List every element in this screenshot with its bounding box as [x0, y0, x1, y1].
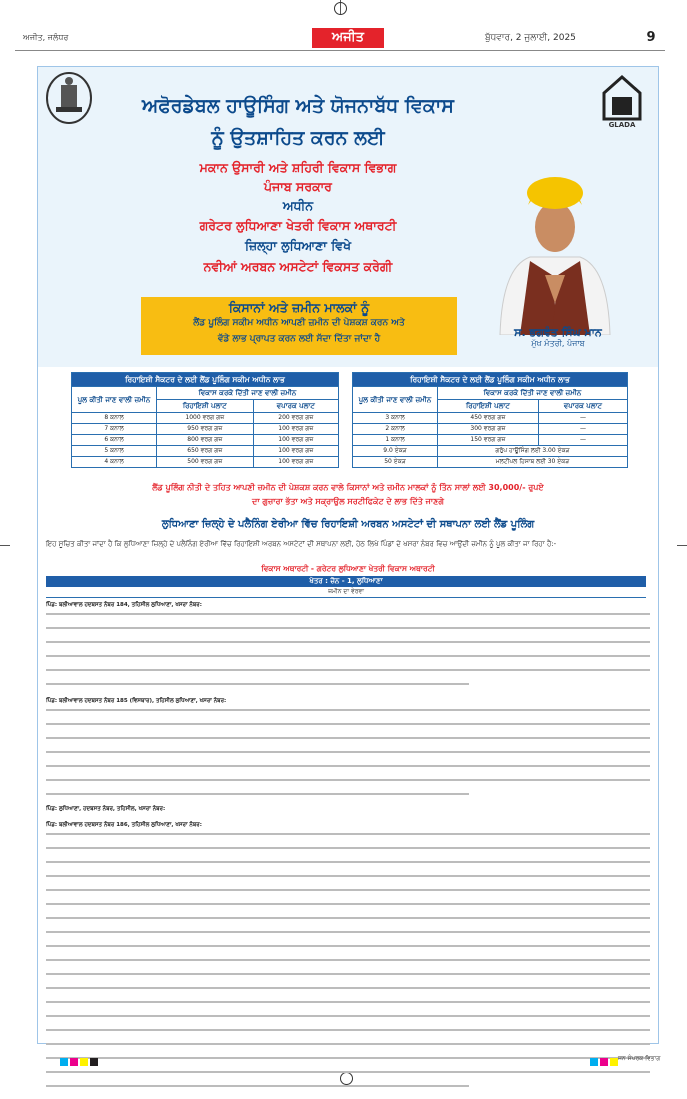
- table-cell: 2 ਕਨਾਲ: [353, 424, 438, 435]
- table-header: ਰਿਹਾਇਸ਼ੀ ਪਲਾਟ: [438, 400, 539, 413]
- table-cell: 150 ਵਰਗ ਗਜ਼: [438, 435, 539, 446]
- table-cell: 650 ਵਰਗ ਗਜ਼: [157, 446, 254, 457]
- under-label: ਅਧੀਨ: [282, 198, 314, 213]
- text-line: [46, 931, 650, 933]
- invitation-line3: ਵੱਡੇ ਲਾਭ ਪ੍ਰਾਪਤ ਕਰਨ ਲਈ ਸੱਦਾ ਦਿੱਤਾ ਜਾਂਦਾ ਹੈ: [217, 334, 381, 344]
- text-line: [46, 613, 650, 615]
- table-cell: 1000 ਵਰਗ ਗਜ਼: [157, 413, 254, 424]
- table-cell: 800 ਵਰਗ ਗਜ਼: [157, 435, 254, 446]
- invitation-line2: ਲੈਂਡ ਪੂਲਿੰਗ ਸਕੀਮ ਅਧੀਨ ਆਪਣੀ ਜ਼ਮੀਨ ਦੀ ਪੇਸ਼ਕਸ਼ ਕਰਨ ਅਤੇ: [193, 318, 405, 328]
- table-cell: 450 ਵਰਗ ਗਜ਼: [438, 413, 539, 424]
- table-cell: 8 ਕਨਾਲ: [72, 413, 157, 424]
- ludhiana-heading: ਲੁਧਿਆਣਾ ਜ਼ਿਲ੍ਹੇ ਦੇ ਪਲੈਨਿੰਗ ਏਰੀਆ ਵਿੱਚ ਰਿਹਾਇਸ਼ੀ ਅਰਬਨ ਅਸਟੇਟਾਂ ਦੀ ਸਥਾਪਨਾ ਲਈ ਲੈਂਡ ਪੂਲਿੰਗ: [161, 519, 535, 530]
- department-line1: ਮਕਾਨ ਉਸਾਰੀ ਅਤੇ ਸ਼ਹਿਰੀ ਵਿਕਾਸ ਵਿਭਾਗ: [199, 160, 397, 175]
- invitation-line1: ਕਿਸਾਨਾਂ ਅਤੇ ਜ਼ਮੀਨ ਮਾਲਕਾਂ ਨੂੰ: [228, 300, 370, 315]
- table-cell: —: [538, 435, 627, 446]
- table-header: ਰਿਹਾਇਸ਼ੀ ਪਲਾਟ: [157, 400, 254, 413]
- text-line: [46, 917, 650, 919]
- table-row: [353, 424, 628, 435]
- table-row: [353, 413, 628, 424]
- table-cell: —: [538, 424, 627, 435]
- text-line: [46, 1085, 469, 1087]
- table-cell: 950 ਵਰਗ ਗਜ਼: [157, 424, 254, 435]
- text-line: [46, 903, 650, 905]
- registration-mark-icon: [334, 2, 347, 15]
- text-line: [46, 1057, 650, 1059]
- crop-mark: [677, 545, 687, 546]
- text-line: [46, 833, 650, 835]
- table-header: ਪੂਲ ਕੀਤੀ ਜਾਣ ਵਾਲੀ ਜ਼ਮੀਨ: [353, 387, 438, 413]
- page-number: 9: [646, 30, 656, 45]
- newspaper-header: [15, 28, 665, 51]
- table-cell: 100 ਵਰਗ ਗਜ਼: [253, 457, 338, 468]
- table-row: [72, 413, 339, 424]
- estates-line: ਨਵੀਆਂ ਅਰਬਨ ਅਸਟੇਟਾਂ ਵਿਕਸਤ ਕਰੇਗੀ: [203, 259, 393, 274]
- table-cell: 6 ਕਨਾਲ: [72, 435, 157, 446]
- text-line: [46, 1015, 650, 1017]
- text-line: [46, 779, 650, 781]
- text-line: [46, 945, 650, 947]
- table-header: ਵਪਾਰਕ ਪਲਾਟ: [538, 400, 627, 413]
- land-details-block: [46, 697, 650, 706]
- department-line2: ਪੰਜਾਬ ਸਰਕਾਰ: [264, 179, 332, 194]
- text-line: [46, 1043, 650, 1045]
- table-cell: 5 ਕਨਾਲ: [72, 446, 157, 457]
- table-cell: ਗਰੁੱਪ ਹਾਊਸਿੰਗ ਲਈ 3.00 ਏਕੜ: [438, 446, 628, 457]
- text-line: [46, 683, 469, 685]
- chief-minister-name: ਸ. ਭਗਵੰਤ ਸਿੰਘ ਮਾਨ: [514, 326, 602, 339]
- glada-label: GLADA: [608, 121, 636, 129]
- color-bar: [590, 1058, 598, 1066]
- table-row: [72, 435, 339, 446]
- text-line: [46, 765, 650, 767]
- text-line: [46, 861, 650, 863]
- text-line: [46, 1001, 650, 1003]
- text-line: [46, 737, 650, 739]
- table-cell: 1 ਕਨਾਲ: [353, 435, 438, 446]
- chief-minister-photo: [490, 157, 620, 335]
- text-line: [46, 1071, 650, 1073]
- land-details-block: [46, 805, 650, 814]
- text-line: [46, 987, 650, 989]
- table-header: ਵਿਕਾਸ ਕਰਕੇ ਦਿੱਤੀ ਜਾਣ ਵਾਲੀ ਜ਼ਮੀਨ: [438, 387, 628, 400]
- table-row: [72, 446, 339, 457]
- table-row: [353, 446, 628, 457]
- village-label: ਪਿੰਡ: ਬਲੀਆਵਾਲ ਹਦਬਸਤ ਨੰਬਰ 186, ਤਹਿਸੀਲ ਲੁਧਿਆਣਾ, ਖਸਰਾ ਨੰਬਰ:: [46, 822, 202, 828]
- land-details-block: [46, 601, 650, 610]
- benefits-table-left: [71, 372, 339, 468]
- zone-sub-label: ਜ਼ਮੀਨ ਦਾ ਵੇਰਵਾ: [46, 588, 646, 598]
- table-row: [72, 424, 339, 435]
- land-details-block: [46, 821, 650, 830]
- color-bar: [610, 1058, 618, 1066]
- table-header: ਪੂਲ ਕੀਤੀ ਜਾਣ ਵਾਲੀ ਜ਼ਮੀਨ: [72, 387, 157, 413]
- text-line: [46, 641, 650, 643]
- advertisement: [37, 66, 659, 1044]
- table-cell: 9.0 ਏਕੜ: [353, 446, 438, 457]
- benefits-table-right: [352, 372, 628, 468]
- district-line: ਜ਼ਿਲ੍ਹਾ ਲੁਧਿਆਣਾ ਵਿਖੇ: [244, 238, 352, 253]
- table-cell: 500 ਵਰਗ ਗਜ਼: [157, 457, 254, 468]
- land-details-lines: [46, 613, 650, 697]
- table-title: ਰਿਹਾਇਸ਼ੀ ਸੈਕਟਰ ਦੇ ਲਈ ਲੈਂਡ ਪੂਲਿੰਗ ਸਕੀਮ ਅਧੀਨ ਲਾਭ: [353, 373, 628, 387]
- text-line: [46, 793, 469, 795]
- benefit-note-line2: ਦਾ ਗੁਜ਼ਾਰਾ ਭੱਤਾ ਅਤੇ ਸਕ੍ਰਾਉਲ ਸਰਟੀਫਿਕੇਟ ਦੇ ਲਾਭ ਦਿੱਤੇ ਜਾਣਗੇ: [252, 497, 444, 506]
- benefit-note-line1: ਲੈਂਡ ਪੂਲਿੰਗ ਨੀਤੀ ਦੇ ਤਹਿਤ ਆਪਣੀ ਜ਼ਮੀਨ ਦੀ ਪੇਸ਼ਕਸ਼ ਕਰਨ ਵਾਲੇ ਕਿਸਾਨਾਂ ਅਤੇ ਜ਼ਮੀਨ ਮਾਲਕਾਂ ਨੂੰ ਤਿੰਨ ਸਾਲਾਂ ਲਈ 30,000/- ਰੁਪਏ: [152, 483, 544, 492]
- text-line: [46, 973, 650, 975]
- table-cell: 100 ਵਰਗ ਗਜ਼: [253, 424, 338, 435]
- color-bar: [600, 1058, 608, 1066]
- color-bar: [60, 1058, 68, 1066]
- text-line: [46, 655, 650, 657]
- color-bar: [90, 1058, 98, 1066]
- text-line: [46, 751, 650, 753]
- newspaper-logo: ਅਜੀਤ: [312, 28, 384, 48]
- land-details-lines: [46, 833, 650, 1099]
- land-details-lines: [46, 709, 650, 807]
- footer-text: ਜਨ ਸੰਪਰਕ ਵਿਭਾਗ: [618, 1055, 661, 1062]
- table-cell: 300 ਵਰਗ ਗਜ਼: [438, 424, 539, 435]
- text-line: [46, 723, 650, 725]
- village-label: ਪਿੰਡ: ਲੁਧਿਆਣਾ, ਹਦਬਸਤ ਨੰਬਰ, ਤਹਿਸੀਲ, ਖਸਰਾ ਨੰਬਰ:: [46, 806, 166, 812]
- ad-title-line1: ਅਫੋਰਡੇਬਲ ਹਾਊਸਿੰਗ ਅਤੇ ਯੋਜਨਾਬੱਧ ਵਿਕਾਸ: [142, 95, 454, 117]
- text-line: [46, 889, 650, 891]
- village-label: ਪਿੰਡ: ਬਲੀਆਵਾਲ ਹਦਬਸਤ ਨੰਬਰ 184, ਤਹਿਸੀਲ ਲੁਧਿਆਣਾ, ਖਸਰਾ ਨੰਬਰ:: [46, 602, 202, 608]
- text-line: [46, 669, 650, 671]
- table-cell: 100 ਵਰਗ ਗਜ਼: [253, 435, 338, 446]
- authority-name: ਗਰੇਟਰ ਲੁਧਿਆਣਾ ਖੇਤਰੀ ਵਿਕਾਸ ਅਥਾਰਟੀ: [199, 218, 397, 233]
- text-line: [46, 959, 650, 961]
- text-line: [46, 847, 650, 849]
- invitation-box: [141, 297, 457, 355]
- table-cell: 7 ਕਨਾਲ: [72, 424, 157, 435]
- table-cell: 200 ਵਰਗ ਗਜ਼: [253, 413, 338, 424]
- table-row: [72, 457, 339, 468]
- table-header: ਵਪਾਰਕ ਪਲਾਟ: [253, 400, 338, 413]
- table-title: ਰਿਹਾਇਸ਼ੀ ਸੈਕਟਰ ਦੇ ਲਈ ਲੈਂਡ ਪੂਲਿੰਗ ਸਕੀਮ ਅਧੀਨ ਲਾਭ: [72, 373, 339, 387]
- table-cell: ਮਲਟੀਪਲ ਹਿਸਾਬ ਲਈ 30 ਏਕੜ: [438, 457, 628, 468]
- color-bar: [70, 1058, 78, 1066]
- table-cell: 50 ਏਕੜ: [353, 457, 438, 468]
- text-line: [46, 709, 650, 711]
- text-line: [46, 1029, 650, 1031]
- table-row: [353, 457, 628, 468]
- table-cell: 4 ਕਨਾਲ: [72, 457, 157, 468]
- color-bar: [80, 1058, 88, 1066]
- table-header: ਵਿਕਾਸ ਕਰਕੇ ਦਿੱਤੀ ਜਾਣ ਵਾਲੀ ਜ਼ਮੀਨ: [157, 387, 339, 400]
- chief-minister-role: ਮੁੱਖ ਮੰਤਰੀ, ਪੰਜਾਬ: [531, 339, 585, 348]
- ad-title-line2: ਨੂੰ ਉਤਸ਼ਾਹਿਤ ਕਰਨ ਲਈ: [211, 127, 385, 149]
- crop-mark: [0, 545, 10, 546]
- table-row: [353, 435, 628, 446]
- table-cell: 3 ਕਨਾਲ: [353, 413, 438, 424]
- village-label: ਪਿੰਡ: ਬਲੀਆਵਾਲ ਹਦਬਸਤ ਨੰਬਰ 185 (ਵਿਸਥਾਰ), ਤਹਿਸੀਲ ਲੁਧਿਆਣਾ, ਖਸਰਾ ਨੰਬਰ:: [46, 698, 227, 704]
- text-line: [46, 627, 650, 629]
- intro-paragraph: ਇਹ ਸੂਚਿਤ ਕੀਤਾ ਜਾਂਦਾ ਹੈ ਕਿ ਲੁਧਿਆਣਾ ਜ਼ਿਲ੍ਹੇ ਦੇ ਪਲੈਨਿੰਗ ਏਰੀਆ ਵਿੱਚ ਰਿਹਾਇਸ਼ੀ ਅਰਬਨ ਅਸਟੇਟਾਂ ਦੀ ਸਥਾਪਨਾ ਲਈ, ਹੇਠ ਲਿਖੇ ਪਿੰਡਾਂ ਦੇ ਖਸਰਾ ਨੰਬਰ ਵਿਚ ਆਉਂਦੀ ਜ਼ਮੀਨ ਨੂੰ ਪੂਲ ਕੀਤਾ ਜਾ ਰਿਹਾ ਹੈ:-: [46, 540, 557, 548]
- issuer-line: ਵਿਕਾਸ ਅਥਾਰਟੀ - ਗਰੇਟਰ ਲੁਧਿਆਣਾ ਖੇਤਰੀ ਵਿਕਾਸ ਅਥਾਰਟੀ: [261, 564, 435, 573]
- header-location: ਅਜੀਤ, ਜਲੰਧਰ: [23, 33, 69, 42]
- header-date: ਬੁੱਧਵਾਰ, 2 ਜੁਲਾਈ, 2025: [485, 33, 576, 43]
- table-cell: —: [538, 413, 627, 424]
- table-cell: 100 ਵਰਗ ਗਜ਼: [253, 446, 338, 457]
- text-line: [46, 875, 650, 877]
- zone-label: ਖੇਤਰ : ਜ਼ੋਨ - 1, ਲੁਧਿਆਣਾ: [46, 576, 646, 587]
